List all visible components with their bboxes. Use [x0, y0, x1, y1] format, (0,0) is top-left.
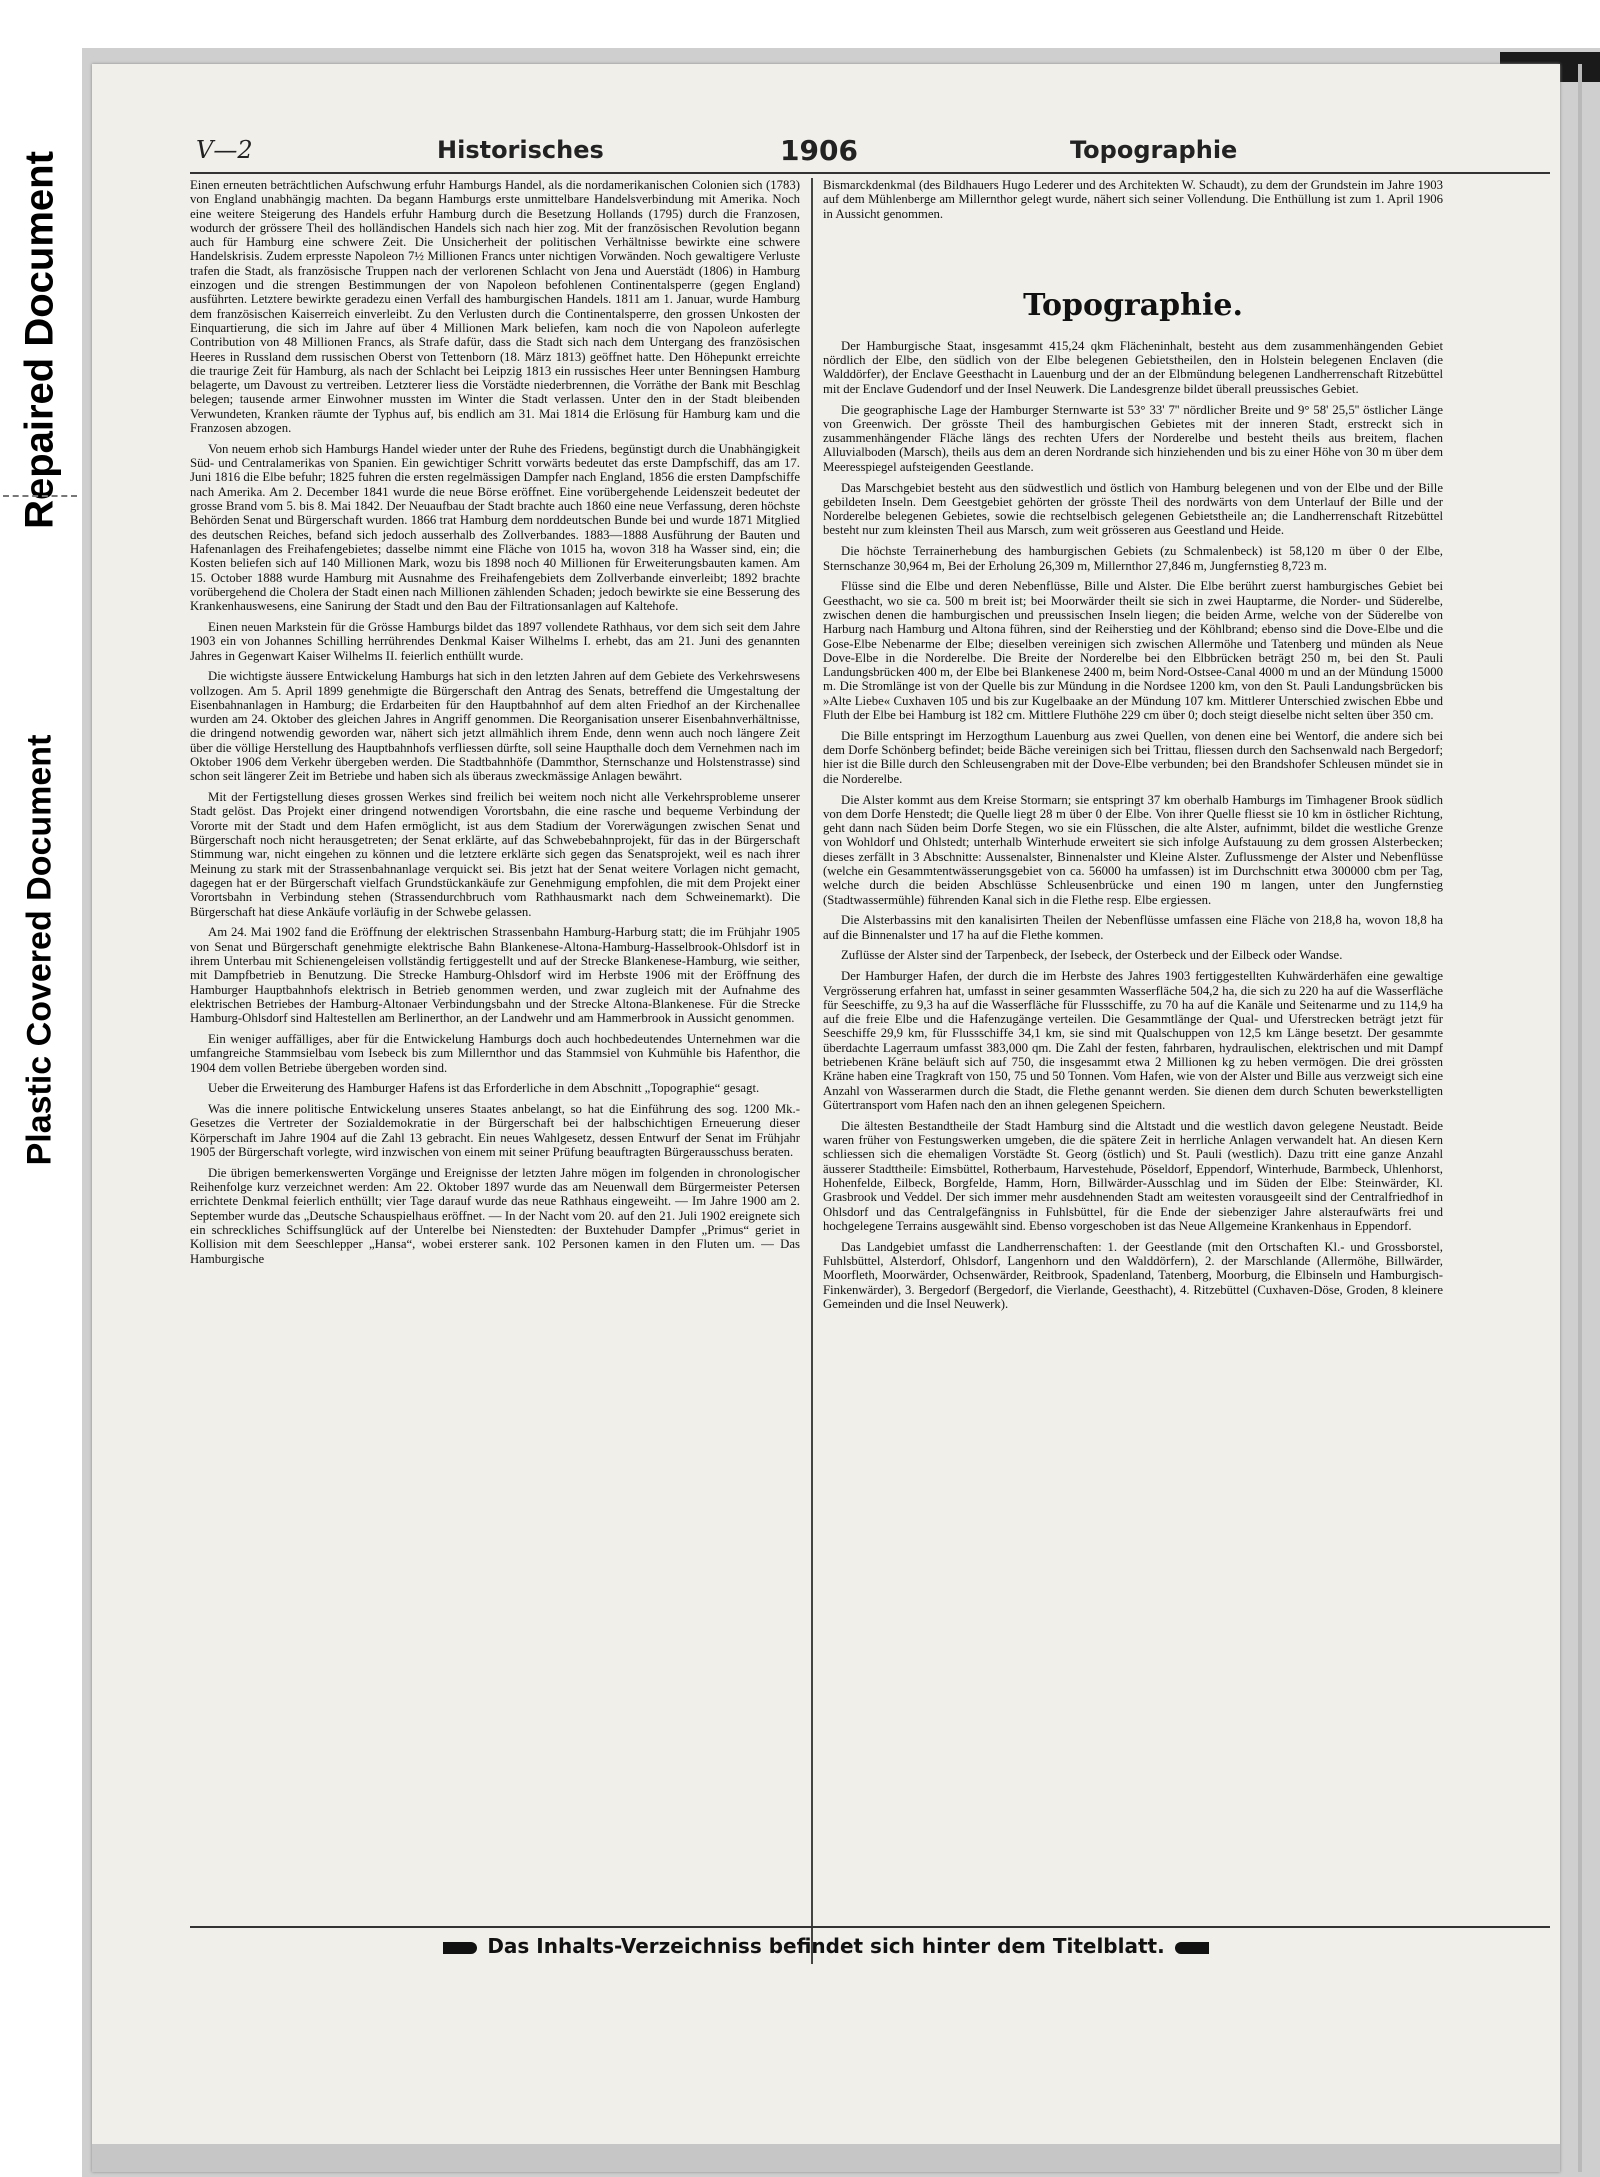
newspaper-page [92, 64, 1560, 2172]
paragraph: Die wichtigste äussere Entwickelung Hamburgs hat sich in den letzten Jahren auf dem Gebiete des Verkehrswesens vollzogen. Am 5. April 1899 genehmigte die Bürgerschaft den Antrag des Senats, betreffend die Umgestaltung der Eisenbahnanlagen in Hamburg; die Erdarbeiten für den Hauptbahnhof auf dem alten Friedhof an der Kirchenallee wurden am 24. Oktober des gleichen Jahres in Angriff genommen. Die Reorganisation unserer Eisenbahnverhältnisse, die dringend notwendig geworden war, nähert sich jetzt allmählich ihrem Ende, denn wenn auch noch längere Zeit über die völlige Herstellung des Hauptbahnhofs verfliessen dürfte, soll seine Haupthalle doch dem Vernehmen nach im Oktober 1906 dem Verkehr übergeben werden. Die Stadtbahnhöfe (Dammthor, Sternschanze und Holstenstrasse) sind schon seit längerer Zeit im Betriebe und haben sich als überaus zweckmässige Anlagen bewährt. [190, 669, 800, 784]
paragraph: Die ältesten Bestandtheile der Stadt Hamburg sind die Altstadt und die westlich davon gelegene Neustadt. Beide waren früher von Festungswerken umgeben, die die spätere Zeit in herrliche Anlagen verwandelt hat. An diesen Kern schliessen sich die ehemaligen Vorstädte St. Georg (östlich) und St. Pauli (westlich). Dazu tritt eine ganze Anzahl äusserer Stadttheile: Eimsbüttel, Rotherbaum, Harvestehude, Pöseldorf, Eppendorf, Winterhude, Barmbeck, Uhlenhorst, Hohenfelde, Eilbeck, Borgfelde, Hamm, Horn, Billwärder-Ausschlag und im Süden der Elbe: Steinwärder, Kl. Grasbrook und Veddel. Der sich immer mehr ausdehnenden Stadt am weitesten vorausgeeilt sind der Centralfriedhof in Ohlsdorf und das Centralgefängniss in Fuhlsbüttel, für die Ende der siebenziger Jahre alsteraufwärts frei und hochgelegene Terrains ausgewählt sind. Ebenso vorgeschoben ist das Neue Allgemeine Krankenhaus in Eppendorf. [823, 1118, 1443, 1233]
paragraph-continuation: Bismarckdenkmal (des Bildhauers Hugo Lederer und des Architekten W. Schaudt), zu dem der Grundstein im Jahre 1903 auf dem Mühlenberge am Millernthor gelegt wurde, nähert sich seiner Vollendung. Die Enthüllung ist zum 1. April 1906 in Aussicht genommen. [823, 178, 1443, 221]
paragraph: Ueber die Erweiterung des Hamburger Hafens ist das Erforderliche in dem Abschnitt „Topographie“ gesagt. [208, 1081, 760, 1096]
right-column [823, 178, 1443, 1318]
paragraph: Was die innere politische Entwickelung unseres Staates anbelangt, so hat die Einführung des sog. 1200 Mk.-Gesetzes die Vertreter der Sozialdemokratie in der Bürgerschaft bei der halbschichtigen Erneuerung dieser Körperschaft im Jahre 1904 auf die Zahl 13 gebracht. Ein neues Wahlgesetz, dessen Entwurf der Senat im Frühjahr 1905 der Bürgerschaft vorlegte, wird inzwischen von einem mit seiner Prüfung beauftragten Bürgerausschuss beraten. [190, 1102, 800, 1159]
page-bottom-margin [92, 2144, 1560, 2172]
page-number: V—2 [196, 136, 253, 164]
running-head-right: Topographie [1070, 136, 1238, 164]
running-head-year: 1906 [780, 134, 858, 167]
paragraph: Mit der Fertigstellung dieses grossen Werkes sind freilich bei weitem noch nicht alle Verkehrsprobleme unserer Stadt gelöst. Das Projekt einer dringend notwendigen Vorortsbahn, die eine rasche und bequeme Verbindung der Vororte mit der Stadt und dem Hafen ermöglicht, ist aus dem Stadium der Vorerwägungen zwischen Senat und Bürgerschaft noch nicht herausgetreten; der Senat erklärte, auf das Schwebebahnprojekt, für das in der Bürgerschaft Stimmung war, nicht eingehen zu können und die letztere erklärte sich gegen das Senatsprojekt, weil es nach ihrer Meinung zu stark mit der Strassenbahnanlage verquickt sei. Bis jetzt hat der Senat weitere Vorlagen nicht gemacht, dagegen hat er der Bürgerschaft vielfach Grundstückankäufe zur Genehmigung empfohlen, die mit dem Projekt einer Vorortsbahn in Verbindung stehen (Strassendurchbruch vom Rathhausmarkt nach dem Schweinemarkt). Die Bürgerschaft hat diese Ankäufe vorläufig in der Schwebe gelassen. [190, 790, 800, 919]
paragraph: Ein weniger auffälliges, aber für die Entwickelung Hamburgs doch auch hochbedeutendes Unternehmen war die umfangreiche Stammsielbau vom Isebeck bis zum Millernthor und das Stammsiel von Kuhmühle bis Hafenthor, die 1904 dem vollen Betriebe übergeben worden sind. [190, 1031, 800, 1075]
footer-rule [190, 1926, 1550, 1928]
paragraph: Die höchste Terrainerhebung des hamburgischen Gebiets (zu Schmalenbeck) ist 58,120 m über 0 der Elbe, Sternschanze 30,964 m, Bei der Erholung 26,309 m, Millernthor 27,846 m, Jungfernstieg 8,723 m. [823, 544, 1443, 573]
repaired-document-label: Repaired Document [17, 151, 62, 529]
paragraph: Das Marschgebiet besteht aus den südwestlich und östlich von Hamburg belegenen und von der Elbe und der Bille gebildeten Inseln. Dem Geestgebiet gehörten der grösste Theil des nordwärts von dem Unterlauf der Bille und der Norderelbe belegenen Gebietes, sowie die rechtselbisch gelegenen Gebietstheile an; die Landherrenschaft Ritzebüttel besteht nur zum kleinsten Theil aus Marsch, zum weit grösseren aus Geestland und Heide. [823, 480, 1443, 538]
label-divider [3, 495, 77, 497]
footer-note-text: Das Inhalts-Verzeichniss befindet sich hinter dem Titelblatt. [487, 1934, 1165, 1958]
pointing-hand-left-icon [1175, 1942, 1209, 1954]
paragraph: Die übrigen bemerkenswerten Vorgänge und Ereignisse der letzten Jahre mögen im folgenden in chronologischer Reihenfolge kurz verzeichnet werden: Am 22. Oktober 1897 wurde das am Neuenwall dem Bürgermeister Petersen errichtete Denkmal feierlich enthüllt; vier Tage darauf wurde das neue Rathhaus eingeweiht. — Im Jahre 1900 am 2. September wurde das „Deutsche Schauspielhaus eröffnet. — In der Nacht vom 20. auf den 21. Juli 1902 ereignete sich ein schreckliches Schiffsunglück auf der Unterelbe bei Nienstedten: der Buxtehuder Dampfer „Primus“ geriet in Kollision mit dem Seeschlepper „Hansa“, wobei ersterer sank. 102 Personen kamen in den Fluten um. — Das Hamburgische [190, 1165, 800, 1266]
plastic-covered-label: Plastic Covered Document [20, 734, 59, 1166]
paragraph: Die Bille entspringt im Herzogthum Lauenburg aus zwei Quellen, von denen eine bei Wentorf, die andere sich bei dem Dorfe Schönberg befindet; beide Bäche vereinigen sich bei Trittau, fliessen durch den Sachsenwald nach Bergedorf; hier ist die Bille durch den Schleusengraben mit der Dove-Elbe verbunden; bei den Brandshofer Schleusen mündet sie in die Norderelbe. [823, 728, 1443, 786]
paragraph: Die Alsterbassins mit den kanalisirten Theilen der Nebenflüsse umfassen eine Fläche von 218,8 ha, wovon 18,8 ha auf die Binnenalster und 17 ha auf die Flethe kommen. [823, 913, 1443, 942]
footer-note [92, 1934, 1560, 1958]
paragraph: Flüsse sind die Elbe und deren Nebenflüsse, Bille und Alster. Die Elbe berührt zuerst hamburgisches Gebiet bei Geesthacht, wo sie ca. 500 m breit ist; bei Moorwärder theilt sie sich in zwei Hauptarme, die Norder- und Süderelbe, zwischen denen die hamburgischen und preussischen Inseln liegen; die beiden Arme, welche von der Süderelbe von Harburg nach Hamburg und Altona führen, sind der Reiherstieg und der Köhlbrand; ebenso sind die Dove-Elbe und die Gose-Elbe Nebenarme der Elbe; dieselben vereinigen sich zwischen Allermöhe und Tatenberg und münden als Neue Dove-Elbe in die Norderelbe. Die Breite der Norderelbe bei den Elbbrücken beträgt 250 m, bei den St. Pauli Landungsbrücken 400 m, der Elbe bei Blankenese 2400 m, beim Nord-Ostsee-Canal 4000 m und an der Mündung 15000 m. Die Stromlänge ist von der Quelle bis zur Mündung in die Nordsee 1200 km, von den St. Pauli Landungsbrücken bis »Alte Liebe« Cuxhaven 105 und bis zur Kugelbaake an der Mündung 107 km. Mittlerer Unterschied zwischen Ebbe und Fluth der Elbe bei Hamburg ist 182 cm. Mittlere Fluthöhe 229 cm über 0; doch steigt dieselbe nicht selten über 350 cm. [823, 579, 1443, 723]
paragraph: Einen neuen Markstein für die Grösse Hamburgs bildet das 1897 vollendete Rathhaus, vor dem sich seit dem Jahre 1903 ein von Johannes Schilling herrührendes Denkmal Kaiser Wilhelms I. erhebt, das am 21. Juni des genannten Jahres in Gegenwart Kaiser Wilhelms II. feierlich enthüllt wurde. [190, 619, 800, 663]
paragraph: Die geographische Lage der Hamburger Sternwarte ist 53° 33' 7'' nördlicher Breite und 9° 58' 25,5'' östlicher Länge von Greenwich. Der grösste Theil des hamburgischen Gebietes mit der inneren Stadt, erstreckt sich in zusammenhängender Fläche längs des rechten Ufers der Norderelbe und besteht theils aus breitem, flachen Alluvialboden (Marsch), theils aus dem an deren Nordrande sich hinziehenden und bis zu einer Höhe von 30 m über dem Meeresspiegel aufsteigenden Geestlande. [823, 402, 1443, 474]
paragraph: Die Alster kommt aus dem Kreise Stormarn; sie entspringt 37 km oberhalb Hamburgs im Timhagener Brook südlich von dem Dorfe Henstedt; die Quelle liegt 28 m über 0 der Elbe. Von ihrer Quelle fliesst sie 10 km in östlicher Richtung, geht dann nach Süden beim Dorfe Stegen, wo sie ein Flüsschen, die alte Alster, aufnimmt, bildet die westliche Grenze von Wohldorf und Ohlstedt; unterhalb Winterhude erweitert sie sich infolge Aufstauung zu dem grossen Alsterbecken; dieses zerfällt in 3 Abschnitte: Aussenalster, Binnenalster und Kleine Alster. Zuflussmenge der Alster und Nebenflüsse (welche ein Gesammtentwässerungsgebiet von ca. 56000 ha umfassen) ist im Durchschnitt etwa 300000 cbm per Tag, welche durch die beiden Abschlüsse Schleusenbrücke und einen 190 m langen, unter den Jungfernstieg (Stadtwassermühle) führenden Kanal sich in die Flethe resp. Elbe ergiessen. [823, 792, 1443, 907]
column-separator [811, 178, 813, 1964]
page-edge [1578, 64, 1582, 2172]
section-title: Topographie. [1023, 287, 1243, 323]
running-head-left: Historisches [437, 136, 604, 164]
paragraph: Am 24. Mai 1902 fand die Eröffnung der elektrischen Strassenbahn Hamburg-Harburg statt; die im Frühjahr 1905 von Senat und Bürgerschaft genehmigte elektrische Bahn Blankenese-Altona-Hamburg-Hasselbrook-Ohlsdorf ist in ihrem Unterbau mit Schienengeleisen vollständig fertiggestellt und auf der Strecke Blankenese-Hamburg, wie seither, mit Dampfbetrieb in Benutzung. Die Strecke Hamburg-Ohlsdorf wird im Herbste 1906 mit der Eröffnung des Hamburger Hauptbahnhofs elektrisch in Betrieb genommen werden, und zwar zugleich mit der Aufnahme des elektrischen Betriebes der Hamburg-Altonaer Verbindungsbahn und der Strecke Altona-Blankenese. Für die Strecke Hamburg-Ohlsdorf sind Haltestellen am Berlinerthor, an der Landwehr und am Hammerbrook in Aussicht genommen. [190, 925, 800, 1026]
paragraph: Der Hamburgische Staat, insgesammt 415,24 qkm Flächeninhalt, besteht aus dem zusammenhängenden Gebiet nördlich der Elbe, den südlich von der Elbe belegenen Gebietstheilen, den in Holstein belegenen Enclaven (die Walddörfer), der Enclave Geesthacht in Lauenburg und der an der Elbmündung belegenen Landherrenschaft Ritzebüttel mit der Enclave Gudendorf und der Insel Neuwerk. Die Landesgrenze bildet überall preussisches Gebiet. [823, 338, 1443, 396]
running-head [92, 136, 1560, 176]
paragraph: Zuflüsse der Alster sind der Tarpenbeck, der Isebeck, der Osterbeck und der Eilbeck oder Wandse. [841, 948, 1343, 963]
header-rule [190, 172, 1550, 174]
pointing-hand-right-icon [443, 1942, 477, 1954]
paragraph: Einen erneuten beträchtlichen Aufschwung erfuhr Hamburgs Handel, als die nordamerikanischen Colonien sich (1783) von England unabhängig machten. Da begann Hamburgs erste unmittelbare Handelsverbindung mit Amerika. Noch eine weitere Steigerung des Handels erfuhr Hamburg durch die Besetzung Hollands (1795) durch die Franzosen, wodurch der grössere Theil des holländischen Handels sich nach hier zog. Mit der französischen Revolution begann auch für Hamburg eine schwere Zeit. Die Unsicherheit der politischen Verhältnisse bewirkte eine schwere Handelskrisis. Zudem erpresste Napoleon 7½ Millionen Francs unter nichtigen Vorwänden. Noch gewaltigere Verluste trafen die Stadt, als französische Truppen nach der verlorenen Schlacht von Jena und Auerstädt (1806) in Hamburg einzogen und die strengen Bestimmungen der von Napoleon befohlenen Continentalsperre (gegen England) ausführten. Letztere bewirkte geradezu einen Verfall des hamburgischen Handels. 1811 am 1. Januar, wurde Hamburg dem französischen Kaiserreich einverleibt. Zu den Verlusten durch die Continentalsperre, den grossen Unkosten der Einquartierung, die sich im Jahre auf über 4 Millionen Mark beliefen, kam noch die von Napoleon auferlegte Contribution von 48 Millionen Francs, als Strafe dafür, dass die Stadt sich nach dem Untergang des französischen Heeres in Russland dem russischen Oberst von Tettenborn (18. März 1813) geöffnet hatte. Den Höhepunkt erreichte die traurige Zeit für Hamburg, als nach der Schlacht bei Leipzig 1813 ein russisches Heer unter Benningsen Hamburg belagerte, um Davoust zu vertreiben. Letzterer liess die Vorstädte niederbrennen, die Vorräthe der Bank mit Beschlag belegen; tausende armer Einwohner mussten im Winter die Stadt verlassen. Unter den in der Stadt bleibenden Verwundeten, Kranken räumte der Typhus auf, bis endlich am 31. Mai 1814 die Erlösung für Hamburg kam und die Franzosen abzogen. [190, 178, 800, 436]
paragraph: Der Hamburger Hafen, der durch die im Herbste des Jahres 1903 fertiggestellten Kuhwärderhäfen eine gewaltige Vergrösserung erfahren hat, umfasst in seiner gesammten Wasserfläche 504,2 ha, die sich zu 220 ha auf die Wasserfläche für Seeschiffe, zu 9,3 ha auf die Wasserfläche für Flussschiffe, zu 70 ha auf die Kanäle und Seitenarme und zu 114,9 ha auf die freie Elbe und die Hafenzugänge verteilen. Die Gesammtlänge der Qual- und Uferstrecken beträgt jetzt für Seeschiffe 29,9 km, für Flussschiffe 34,1 km, sie sind mit Qualschuppen von 12,5 km Länge besetzt. Der gesammte überdachte Lagerraum umfasst 383,000 qm. Die Zahl der festen, fahrbaren, hydraulischen, elektrischen und mit Dampf betriebenen Kräne beläuft sich auf 750, die insgesammt etwa 2 Millionen kg zu heben vermögen. Die drei grössten Kräne haben eine Tragkraft von 150, 75 und 50 Tonnen. Vom Hafen, wie von der Alster und Bille aus verzweigt sich eine Anzahl von Wasserarmen durch die Stadt, die Flethe genannt werden. Sie dienen dem durch Schuten bewerkstelligten Gütertransport vom Hafen nach den an ihnen gelegenen Speichern. [823, 969, 1443, 1112]
left-column [190, 178, 800, 1272]
archive-label-strip [0, 0, 82, 2177]
paragraph: Von neuem erhob sich Hamburgs Handel wieder unter der Ruhe des Friedens, begünstigt durch die Unabhängigkeit Süd- und Centralamerikas von Spanien. Ein gewichtiger Schritt vorwärts bedeutet das erste Dampfschiff, das am 17. Juni 1816 die Elbe befuhr; 1825 fuhren die ersten regelmässigen Dampfer nach England, 1856 die ersten Dampfschiffe nach Amerika. Am 2. December 1841 wurde die neue Börse eröffnet. Eine vorübergehende Leidenszeit bedeutet der grosse Brand vom 5. bis 8. Mai 1842. Der Neuaufbau der Stadt brachte auch 1860 eine neue Verfassung, deren höchste Behörden Senat und Bürgerschaft wurden. 1866 trat Hamburg dem norddeutschen Bunde bei und wurde 1871 Mitglied des deutschen Reiches, befand sich jedoch ausserhalb des Zollverbandes. 1883—1888 Ausführung der Bauten und Hafenanlagen des Freihafengebietes; dasselbe nimmt eine Fläche von 1015 ha, wovon 318 ha Wasser sind, ein; die Kosten beliefen sich auf 140 Millionen Mark, wozu bis 1898 noch 40 Millionen für Erweiterungsbauten kamen. Am 15. October 1888 wurde Hamburg mit Ausnahme des Freihafengebiets dem Zollverbande einverleibt; 1892 brachte vorübergehend die Cholera der Stadt einen nach Millionen zählenden Schaden; jedoch bewirkte sie eine Besserung des Krankenhauswesens, eine Sanirung der Stadt und den Bau der Filtrationsanlagen auf Kaltehofe. [190, 441, 800, 614]
paragraph: Das Landgebiet umfasst die Landherrenschaften: 1. der Geestlande (mit den Ortschaften Kl.- und Grossborstel, Fuhlsbüttel, Alsterdorf, Ohlsdorf, Langenhorn und den Walddörfern), 2. der Marschlande (Allermöhe, Billwärder, Moorfleth, Moorwärder, Ochsenwärder, Reitbrook, Spadenland, Tatenberg, Moorburg, die Elbinseln und Hamburgisch-Finkenwärder), 3. Bergedorf (Bergedorf, die Vierlande, Geesthacht), 4. Ritzebüttel (Cuxhaven-Döse, Groden, 8 kleinere Gemeinden und die Insel Neuwerk). [823, 1239, 1443, 1311]
